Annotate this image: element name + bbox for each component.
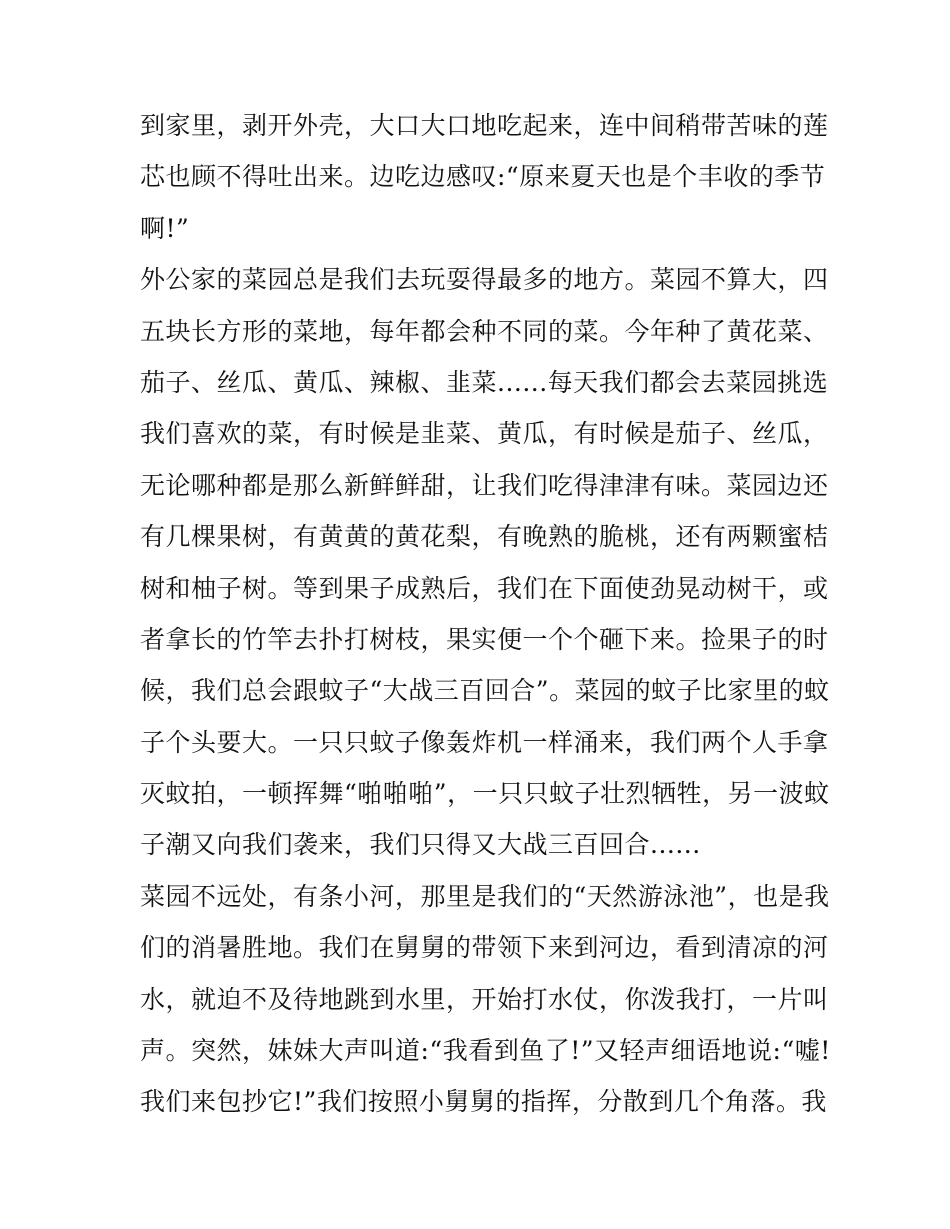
text-line: 水，就迫不及待地跳到水里，开始打水仗，你泼我打，一片叫: [140, 984, 829, 1014]
text-line: 有几棵果树，有黄黄的黄花梨，有晚熟的脆桃，还有两颗蜜桔: [140, 522, 829, 552]
text-line: 子潮又向我们袭来，我们只得又大战三百回合......: [140, 830, 701, 860]
text-line: 者拿长的竹竿去扑打树枝，果实便一个个砸下来。捡果子的时: [140, 624, 829, 654]
text-line: 外公家的菜园总是我们去玩耍得最多的地方。菜园不算大，四: [140, 265, 829, 295]
text-line: 声。突然，妹妹大声叫道:“我看到鱼了!”又轻声细语地说:“嘘!: [140, 1036, 831, 1066]
text-line: 我们来包抄它!”我们按照小舅舅的指挥，分散到几个角落。我: [140, 1087, 827, 1117]
text-line: 啊!”: [140, 213, 190, 243]
text-line: 到家里，剥开外壳，大口大口地吃起来，连中间稍带苦味的莲: [140, 111, 829, 140]
text-line: 树和柚子树。等到果子成熟后，我们在下面使劲晃动树干，或: [140, 573, 829, 603]
text-line: 芯也顾不得吐出来。边吃边感叹:“原来夏天也是个丰收的季节: [140, 162, 826, 192]
text-line: 茄子、丝瓜、黄瓜、辣椒、韭菜......每天我们都会去菜园挑选: [140, 367, 829, 397]
text-line: 无论哪种都是那么新鲜鲜甜，让我们吃得津津有味。菜园边还: [140, 470, 829, 500]
text-line: 候，我们总会跟蚊子“大战三百回合”。菜园的蚊子比家里的蚊: [140, 676, 830, 706]
body-text: [140, 100, 831, 1128]
text-line: 我们喜欢的菜，有时候是韭菜、黄瓜，有时候是茄子、丝瓜，: [140, 419, 829, 449]
text-line: 子个头要大。一只只蚊子像轰炸机一样涌来，我们两个人手拿: [140, 727, 829, 757]
text-line: 们的消暑胜地。我们在舅舅的带领下来到河边，看到清凉的河: [140, 933, 829, 963]
text-line: 灭蚊拍，一顿挥舞“啪啪啪”，一只只蚊子壮烈牺牲，另一波蚊: [140, 779, 830, 809]
text-line: 五块长方形的菜地，每年都会种不同的菜。今年种了黄花菜、: [140, 316, 829, 346]
text-line: 菜园不远处，有条小河，那里是我们的“天然游泳池”，也是我: [140, 881, 830, 911]
